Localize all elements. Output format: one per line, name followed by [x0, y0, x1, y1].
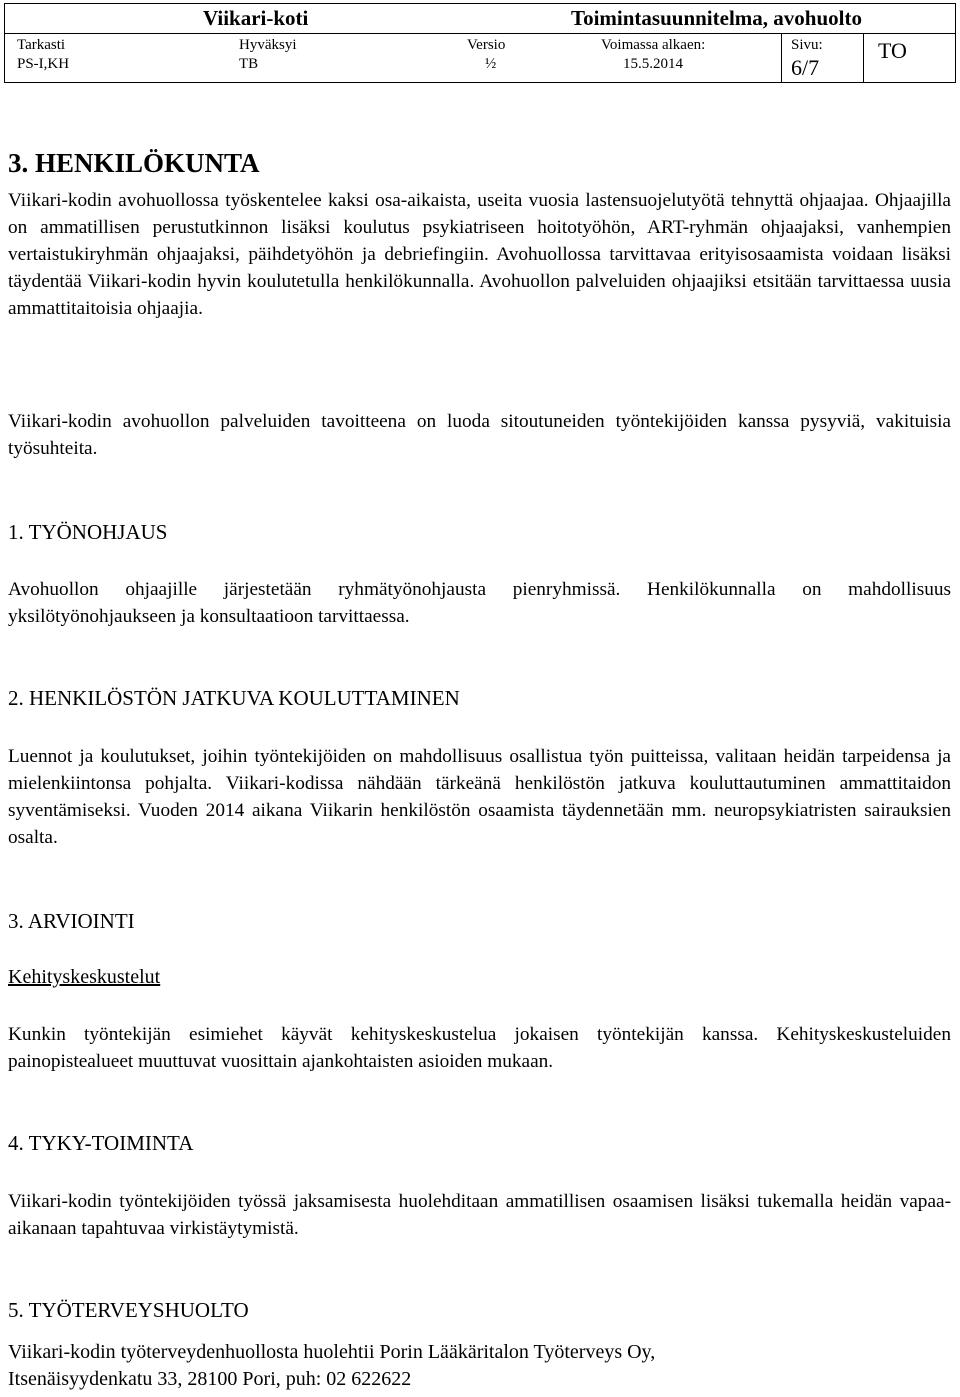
version-value: ½ [485, 56, 497, 72]
author-initials: TO [878, 38, 907, 63]
arviointi-paragraph: Kunkin työntekijän esimiehet käyvät kehityskeskustelua jokaisen työntekijän kanssa. Kehityskeskusteluiden painopistealueet muuttuvat vuosittain ajankohtaisten asioiden mukaan. [8, 1024, 951, 1072]
valid-from-value: 15.5.2014 [623, 56, 683, 72]
tyonohjaus-paragraph: Avohuollon ohjaajille järjestetään ryhmätyönohjausta pienryhmissä. Henkilökunnalla on mahdollisuus yksilötyönohjaukseen ja konsultaatioon tarvittaessa. [8, 579, 951, 627]
header-divider [863, 34, 864, 83]
checked-label: Tarkasti [17, 37, 66, 53]
approved-label: Hyväksyi [239, 37, 297, 53]
section-title-koulutus: 2. HENKILÖSTÖN JATKUVA KOULUTTAMINEN [8, 686, 460, 710]
page-label: Sivu: [791, 37, 823, 53]
tyky-paragraph: Viikari-kodin työntekijöiden työssä jaksamisesta huolehditaan ammatillisen osaamisen lisäksi tukemalla heidän vapaa-aikanaan tapahtuvaa virkistäytymistä. [8, 1191, 951, 1239]
page-number: 6/7 [791, 55, 820, 80]
header-divider [781, 34, 782, 83]
section-title-tyonohjaus: 1. TYÖNOHJAUS [8, 520, 168, 544]
koulutus-paragraph: Luennot ja koulutukset, joihin työntekijöiden on mahdollisuus osallistua työn puitteissa, valitaan heidän tarpeidensa ja mielenkiintonsa pohjalta. Viikari-kodissa nähdään tärkeänä henkilöstön jatkuva kouluttautuminen ammattitaidon syventämiseksi. Vuoden 2014 aikana Viikarin henkilöstön osaamista täydennetään mm. neuropsykiatristen sairauksien osalta. [8, 746, 951, 848]
valid-from-label: Voimassa alkaen: [601, 37, 706, 53]
checked-value: PS-I,KH [17, 56, 70, 72]
header-title-row [5, 4, 955, 34]
version-label: Versio [467, 37, 506, 53]
document-title: Toimintasuunnitelma, avohuolto [571, 6, 862, 30]
approved-value: TB [239, 56, 259, 72]
section-title-arviointi: 3. ARVIOINTI [8, 909, 135, 933]
organization-name: Viikari-koti [203, 6, 309, 30]
tyoterveyshuolto-line-1: Viikari-kodin työterveydenhuollosta huolehtii Porin Lääkäritalon Työterveys Oy, [8, 1341, 656, 1363]
henkilokunta-paragraph-2: Viikari-kodin avohuollon palveluiden tavoitteena on luoda sitoutuneiden työntekijöiden kanssa pysyviä, vakituisia työsuhteita. [8, 411, 951, 459]
section-title-henkilokunta: 3. HENKILÖKUNTA [8, 148, 260, 178]
section-title-tyky: 4. TYKY-TOIMINTA [8, 1131, 194, 1155]
henkilokunta-paragraph-1: Viikari-kodin avohuollossa työskentelee kaksi osa-aikaista, useita vuosia lastensuojelutyötä tehnyttä ohjaajaa. Ohjaajilla on ammatillisen perustutkinnon lisäksi koulutus psykiatriseen hoitotyöhön, ART-ryhmän ohjaajaksi, vanhempien vertaistukiryhmän ohjaajaksi, päihdetyöhön ja debriefingiin. Avohuollossa tarvittavaa erityisosaamista voidaan lisäksi täydentää Viikari-kodin hyvin koulutetulla henkilökunnalla. Avohuollon palveluiden ohjaajiksi etsitään tarvittaessa uusia ammattitaitoisia ohjaajia. [8, 190, 951, 319]
document-header [4, 3, 956, 83]
section-title-tyoterveyshuolto: 5. TYÖTERVEYSHUOLTO [8, 1298, 249, 1322]
tyoterveyshuolto-line-2: Itsenäisyydenkatu 33, 28100 Pori, puh: 02 622622 [8, 1368, 412, 1390]
subsection-title-kehityskeskustelut: Kehityskeskustelut [8, 966, 161, 988]
